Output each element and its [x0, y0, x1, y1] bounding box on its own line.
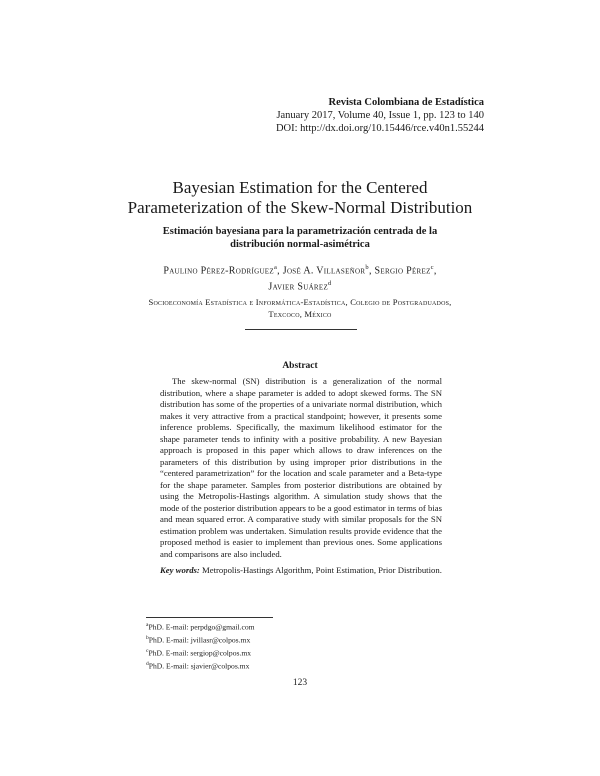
footnote [146, 659, 255, 672]
journal-header [276, 96, 484, 135]
footnote [146, 646, 255, 659]
author-separator: , [368, 265, 375, 277]
keywords-label: Key words: [160, 565, 200, 575]
abstract-heading: Abstract [282, 361, 318, 371]
author-separator: , [433, 265, 437, 277]
spanish-title-line-1: Estimación bayesiana para la parametrización centrada de la [162, 226, 438, 237]
keywords-text: Metropolis-Hastings Algorithm, Point Estimation, Prior Distribution. [202, 565, 442, 575]
spanish-title [0, 226, 600, 251]
footnote-email[interactable]: PhD. E-mail: perpdgo@gmail.com [148, 622, 255, 632]
journal-doi[interactable]: DOI: http://dx.doi.org/10.15446/rce.v40n1.55244 [275, 123, 484, 134]
journal-name: Revista Colombiana de Estadística [328, 97, 484, 108]
footnote [146, 633, 255, 646]
affiliation-line-2: Texcoco, México [268, 309, 332, 319]
abstract-text: The skew-normal (SN) distribution is a generalization of the normal distribution, where a shape parameter is added to adopt skewed forms. The SN distribution has some of the properties of a univariate normal distribution, which makes it very attractive from a practical standpoint; however, it presents some inference problems. Specifically, the maximum likelihood estimator for the shape parameter tends to infinity with a positive probability. A new Bayesian approach is proposed in this paper which allows to draw inferences on the parameters of this distribution by using improper prior distributions in the “centered parametrization” for the location and scale parameter and a Beta-type for the shape parameter. Samples from posterior distributions are obtained by using the Metropolis-Hastings algorithm. A simulation study shows that the mode of the posterior distribution appears to be a good estimator in terms of bias and mean squared error. A comparative study with similar proposals for the SN estimation problem was undertaken. Simulation results provide evidence that the proposed method is easier to implement than previous ones. Some applications and comparisons are also included. [160, 376, 442, 559]
author-name: José A. Villaseñor [282, 265, 366, 277]
author-separator: , [277, 265, 283, 277]
journal-issue: January 2017, Volume 40, Issue 1, pp. 123 to 140 [276, 110, 484, 121]
author-mark: a [273, 264, 278, 271]
author-mark: d [328, 280, 332, 288]
footnote-email[interactable]: PhD. E-mail: sjavier@colpos.mx [148, 661, 250, 671]
author-mark: b [365, 264, 369, 271]
title-line-2: Parameterization of the Skew-Normal Distribution [127, 198, 473, 217]
keywords [160, 565, 442, 577]
page-number: 123 [292, 678, 308, 688]
footnote-email[interactable]: PhD. E-mail: jvillasr@colpos.mx [148, 635, 251, 645]
footnote-mark: d [146, 661, 149, 668]
footnote-email[interactable]: PhD. E-mail: sergiop@colpos.mx [148, 648, 252, 658]
paper-title [0, 178, 600, 218]
affiliation [0, 296, 600, 320]
author-name: Sergio Pérez [374, 265, 431, 277]
footnote-mark: a [146, 622, 149, 628]
footnote-divider [146, 617, 273, 618]
footnote-mark: b [146, 635, 149, 642]
author-list [0, 261, 600, 294]
footnote-mark: c [146, 648, 149, 655]
title-divider [245, 329, 357, 330]
title-line-1: Bayesian Estimation for the Centered [172, 178, 428, 197]
author-mark: c [430, 264, 434, 271]
author-name: Javier Suárez [268, 281, 329, 293]
spanish-title-line-2: distribución normal-asimétrica [230, 238, 370, 250]
footnote [146, 620, 255, 633]
affiliation-line-1: Socioeconomía Estadística e Informática-Estadística, Colegio de Postgraduados, [148, 297, 452, 307]
author-name: Paulino Pérez-Rodríguez [163, 265, 274, 277]
footnotes [146, 620, 255, 673]
